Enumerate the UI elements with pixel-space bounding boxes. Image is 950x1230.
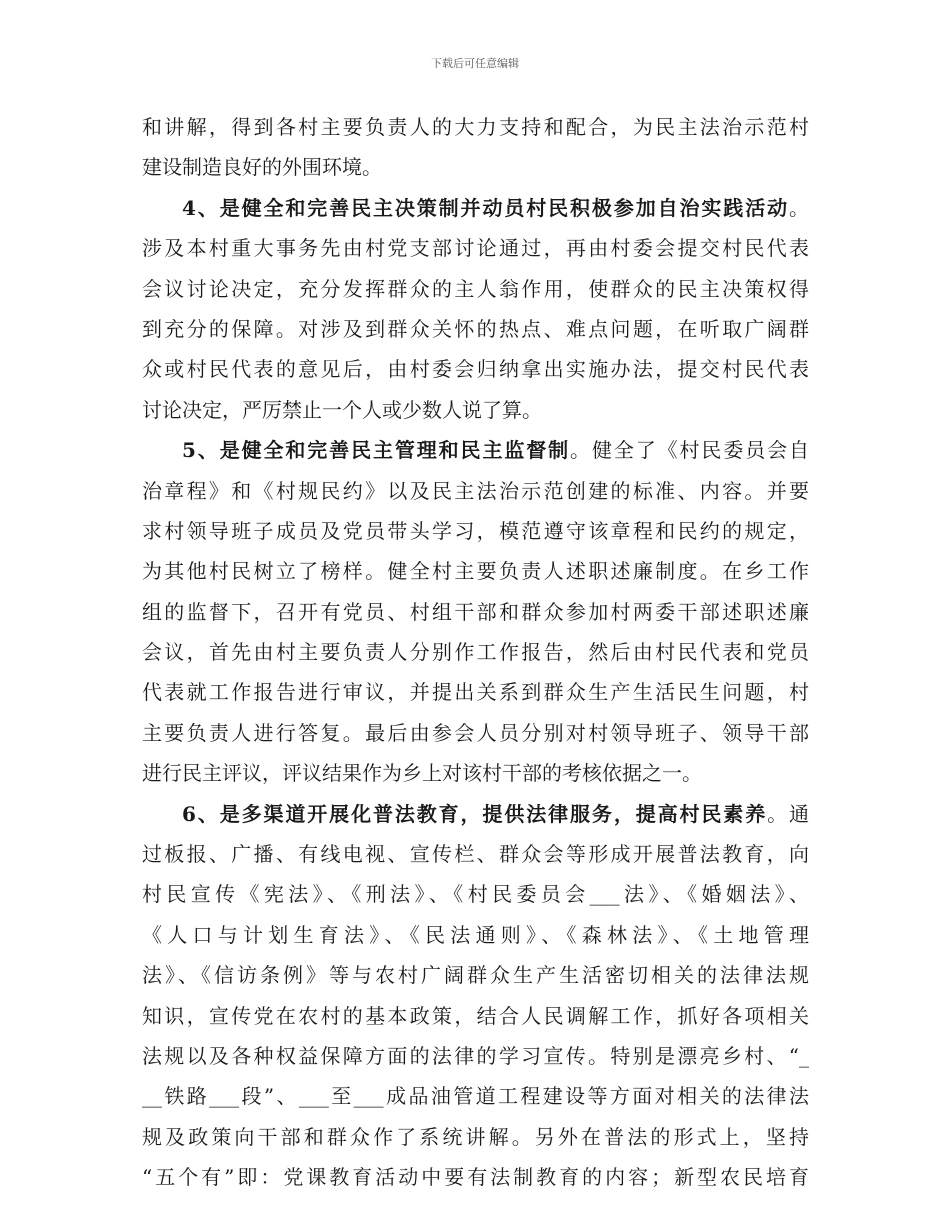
body-text: 治章程》和《村规民约》以及民主法治示范创建的标准、内容。并要 [142,478,809,503]
body-text: 代表就工作报告进行审议，并提出关系到群众生产生活民生问题，村 [142,680,809,705]
text-line [142,1157,809,1197]
text-line [142,188,809,228]
document-body [142,107,809,1198]
body-text: 和讲解，得到各村主要负责人的大力支持和配合，为民主法治示范村 [142,115,809,139]
text-line [142,107,809,147]
text-line [142,915,809,955]
body-text: 为其他村民树立了榜样。健全村主要负责人述职述廉制度。在乡工作 [142,559,809,584]
body-text: 法规以及各种权益保障方面的法律的学习宣传。特别是漂亮乡村、“_ [142,1043,809,1068]
body-text: 求村领导班子成员及党员带头学习，模范遵守该章程和民约的规定， [142,518,809,543]
text-line [142,794,809,834]
body-text: 过板报、广播、有线电视、宣传栏、群众会等形成开展普法教育，向 [142,842,809,867]
body-text: __铁路___段”、___至___成品油管道工程建设等方面对相关的法律法 [142,1084,809,1109]
text-line [142,269,809,309]
body-text: 。通 [767,801,809,826]
body-text: 法》、《信访条例》等与农村广阔群众生产生活密切相关的法律法规 [142,963,809,988]
body-text: 众或村民代表的意见后，由村委会归纳拿出实施办法，提交村民代表 [142,357,809,382]
text-line [142,955,809,995]
text-line [142,511,809,551]
body-text: 村民宣传《宪法》、《刑法》、《村民委员会___法》、《婚姻法》、 [142,882,809,907]
body-text: 《人口与计划生育法》、《民法通则》、《森林法》、《土地管理 [142,922,809,947]
bold-heading-text: 4、是健全和完善民主决策制并动员村民积极参加自治实践活动 [182,195,789,220]
body-text: 讨论决定，严厉禁止一个人或少数人说了算。 [142,397,542,422]
text-line [142,309,809,349]
text-line [142,1036,809,1076]
body-text: 建设制造良好的外围环境。 [142,155,382,180]
text-line [142,430,809,470]
body-text: 进行民主评议，评议结果作为乡上对该村干部的考核依据之一。 [142,761,702,786]
text-line [142,672,809,712]
bold-heading-text: 5、是健全和完善民主管理和民主监督制 [182,438,571,463]
text-line [142,996,809,1036]
text-line [142,874,809,914]
text-line [142,834,809,874]
body-text: “五个有”即：党课教育活动中要有法制教育的内容；新型农民培育 [142,1165,809,1190]
text-line [142,592,809,632]
body-text: 知识，宣传党在农村的基本政策，结合人民调解工作，抓好各项相关 [142,1003,809,1028]
text-line [142,147,809,187]
body-text: 会议讨论决定，充分发挥群众的主人翁作用，使群众的民主决策权得 [142,276,809,301]
text-line [142,390,809,430]
bold-heading-text: 6、是多渠道开展化普法教育，提供法律服务，提高村民素养 [182,801,768,826]
text-line [142,471,809,511]
page-header: 下载后可任意编辑 [431,57,519,70]
text-line [142,753,809,793]
body-text: 规及政策向干部和群众作了系统讲解。另外在普法的形式上，坚持 [142,1124,809,1149]
body-text: 组的监督下，召开有党员、村组干部和群众参加村两委干部述职述廉 [142,599,809,624]
text-line [142,551,809,591]
body-text: 。健全了《村民委员会自 [570,438,809,463]
text-line [142,349,809,389]
body-text: 会议，首先由村主要负责人分别作工作报告，然后由村民代表和党员 [142,640,809,665]
text-line [142,632,809,672]
body-text: 。 [789,195,809,220]
text-line [142,228,809,268]
body-text: 主要负责人进行答复。最后由参会人员分别对村领导班子、领导干部 [142,720,809,745]
text-line [142,1117,809,1157]
body-text: 涉及本村重大事务先由村党支部讨论通过，再由村委会提交村民代表 [142,236,809,261]
body-text: 到充分的保障。对涉及到群众关怀的热点、难点问题，在听取广阔群 [142,316,809,341]
text-line [142,713,809,753]
text-line [142,1076,809,1116]
